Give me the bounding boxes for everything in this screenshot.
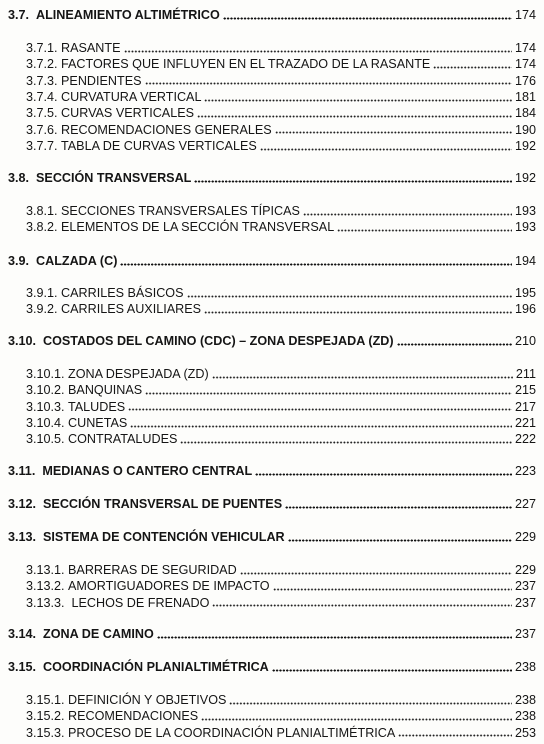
entry-number: 3.13.2.: [26, 579, 65, 594]
dot-leader: [157, 629, 512, 639]
section-entry[interactable]: [8, 332, 536, 348]
entry-number: 3.13.: [8, 530, 37, 544]
entry-number: 3.14.: [8, 627, 37, 641]
entry-label: [26, 563, 239, 577]
dot-leader: [204, 304, 512, 314]
entry-label: [26, 416, 129, 430]
entry-label: [26, 432, 179, 446]
page-number: 217: [514, 399, 536, 414]
entry-label: [26, 220, 336, 234]
dot-leader: [240, 565, 512, 575]
entry-number: 3.9.1.: [26, 286, 58, 300]
entry-title: CARRILES BÁSICOS: [61, 286, 184, 300]
page-number: 215: [514, 383, 536, 398]
section-entry[interactable]: [8, 169, 536, 185]
entry-title: SISTEMA DE CONTENCIÓN VEHICULAR: [43, 530, 285, 544]
subsection-entry[interactable]: [26, 707, 536, 723]
entry-number: 3.10.4.: [26, 416, 65, 431]
section-entry[interactable]: [8, 625, 536, 641]
page-number: 174: [514, 8, 536, 22]
subsection-entry[interactable]: [26, 137, 536, 153]
entry-number: 3.15.3.: [26, 725, 65, 740]
entry-label: [8, 8, 222, 22]
entry-number: 3.10.5.: [26, 432, 65, 447]
entry-label: [8, 627, 156, 641]
entry-title: CUNETAS: [68, 416, 128, 431]
entry-number: 3.10.: [8, 334, 37, 348]
dot-leader: [337, 222, 512, 232]
entry-label: [26, 400, 127, 414]
page-number: 181: [514, 90, 536, 105]
entry-label: [8, 464, 254, 478]
dot-leader: [145, 76, 512, 86]
entry-title: RECOMENDACIONES GENERALES: [61, 122, 272, 137]
subsection-entry[interactable]: [26, 398, 536, 414]
entry-label: [26, 286, 186, 300]
page-number: 176: [514, 73, 536, 88]
entry-label: [26, 204, 302, 218]
subsection-entry[interactable]: [26, 561, 536, 577]
page-number: 195: [514, 286, 536, 300]
subsection-entry[interactable]: [26, 121, 536, 137]
page-number: 227: [514, 497, 536, 511]
subsection-entry[interactable]: [26, 300, 536, 316]
entry-title: COSTADOS DEL CAMINO (CDC) – ZONA DESPEJADA (ZD): [43, 334, 394, 348]
subsection-entry[interactable]: [26, 55, 536, 71]
entry-number: 3.7.4.: [26, 90, 58, 105]
entry-title: AMORTIGUADORES DE IMPACTO: [68, 579, 270, 594]
entry-label: [26, 302, 203, 316]
section-entry[interactable]: [8, 528, 536, 544]
entry-label: [26, 579, 272, 593]
entry-number: 3.10.2.: [26, 383, 65, 398]
entry-label: [26, 106, 196, 120]
subsection-entry[interactable]: [26, 72, 536, 88]
entry-title: MEDIANAS O CANTERO CENTRAL: [42, 464, 253, 478]
entry-title: SECCIÓN TRANSVERSAL DE PUENTES: [43, 497, 283, 511]
entry-number: 3.15.1.: [26, 693, 65, 707]
entry-title: ELEMENTOS DE LA SECCIÓN TRANSVERSAL: [61, 220, 335, 235]
entry-number: 3.9.: [8, 254, 30, 268]
entry-number: 3.13.1.: [26, 563, 65, 577]
entry-label: [8, 530, 287, 544]
entry-label: [8, 334, 396, 348]
subsection-entry[interactable]: [26, 577, 536, 593]
entry-label: [26, 383, 144, 397]
page-number: 174: [514, 41, 536, 55]
entry-number: 3.7.1.: [26, 41, 58, 55]
dot-leader: [223, 10, 512, 20]
entry-label: [26, 74, 144, 88]
page-number: 222: [514, 432, 536, 447]
dot-leader: [128, 402, 512, 412]
page-number: 221: [514, 416, 536, 431]
dot-leader: [204, 92, 512, 102]
entry-title: ALINEAMIENTO ALTIMÉTRICO: [36, 8, 220, 22]
section-entry[interactable]: [8, 252, 536, 268]
entry-number: 3.7.6.: [26, 122, 58, 137]
page-number: 194: [514, 254, 536, 268]
dot-leader: [130, 418, 512, 428]
page-number: 196: [514, 302, 536, 317]
entry-title: PENDIENTES: [61, 73, 142, 88]
page-number: 210: [514, 334, 536, 348]
subsection-entry[interactable]: [26, 365, 536, 381]
entry-label: [26, 57, 432, 71]
page-number: 184: [514, 106, 536, 121]
entry-label: [26, 709, 200, 723]
entry-number: 3.8.2.: [26, 220, 58, 235]
entry-number: 3.8.: [8, 171, 30, 185]
entry-label: [26, 693, 228, 707]
entry-label: [26, 41, 123, 55]
entry-title: CURVATURA VERTICAL: [61, 90, 202, 105]
entry-label: [8, 254, 119, 268]
entry-title: RECOMENDACIONES: [68, 709, 199, 724]
dot-leader: [229, 695, 512, 705]
page-number: 237: [514, 579, 536, 594]
dot-leader: [212, 369, 513, 379]
subsection-entry[interactable]: [26, 430, 536, 446]
page-number: 229: [514, 530, 536, 544]
page-number: 238: [514, 693, 536, 707]
entry-number: 3.7.3.: [26, 73, 58, 88]
subsection-entry[interactable]: [26, 39, 536, 55]
dot-leader: [187, 288, 512, 298]
page-number: 237: [514, 627, 536, 641]
entry-label: [26, 139, 259, 153]
subsection-entry[interactable]: [26, 594, 536, 610]
dot-leader: [272, 662, 512, 672]
dot-leader: [433, 59, 512, 69]
page-number: 229: [514, 563, 536, 577]
page-number: 237: [514, 595, 536, 610]
dot-leader: [212, 598, 512, 608]
section-entry[interactable]: [8, 658, 536, 674]
dot-leader: [285, 499, 512, 509]
page-number: 192: [514, 171, 536, 185]
subsection-entry[interactable]: [26, 691, 536, 707]
entry-title: RASANTE: [61, 41, 121, 55]
dot-leader: [398, 728, 512, 738]
entry-title: CARRILES AUXILIARES: [61, 302, 201, 317]
entry-title: COORDINACIÓN PLANIALTIMÉTRICA: [43, 660, 269, 674]
entry-title: TABLA DE CURVAS VERTICALES: [61, 139, 257, 154]
entry-label: [8, 497, 284, 511]
entry-title: CURVAS VERTICALES: [61, 106, 194, 121]
entry-label: [26, 596, 211, 610]
dot-leader: [197, 108, 512, 118]
entry-number: 3.10.1.: [26, 367, 65, 381]
entry-label: [26, 726, 397, 740]
page-number: 192: [514, 139, 536, 154]
entry-number: 3.7.2.: [26, 57, 58, 72]
page-number: 193: [514, 220, 536, 235]
subsection-entry[interactable]: [26, 104, 536, 120]
entry-number: 3.13.3.: [26, 595, 65, 610]
entry-title: DEFINICIÓN Y OBJETIVOS: [68, 693, 227, 707]
section-entry[interactable]: [8, 6, 536, 22]
entry-title: CONTRATALUDES: [68, 432, 178, 447]
page-number: 193: [514, 204, 536, 218]
entry-title: SECCIÓN TRANSVERSAL: [36, 171, 192, 185]
subsection-entry[interactable]: [26, 202, 536, 218]
section-entry[interactable]: [8, 495, 536, 511]
subsection-entry[interactable]: [26, 284, 536, 300]
entry-number: 3.7.: [8, 8, 30, 22]
dot-leader: [273, 581, 512, 591]
dot-leader: [180, 434, 512, 444]
entry-label: [8, 660, 271, 674]
dot-leader: [303, 206, 512, 216]
entry-title: ZONA DE CAMINO: [43, 627, 154, 641]
entry-number: 3.9.2.: [26, 302, 58, 317]
entry-number: 3.15.2.: [26, 709, 65, 724]
page-number: 211: [515, 367, 536, 381]
entry-number: 3.15.: [8, 660, 37, 674]
dot-leader: [201, 711, 512, 721]
entry-label: [8, 171, 193, 185]
entry-number: 3.8.1.: [26, 204, 58, 218]
page-number: 190: [514, 122, 536, 137]
dot-leader: [145, 385, 512, 395]
entry-number: 3.7.5.: [26, 106, 58, 121]
dot-leader: [255, 466, 512, 476]
entry-title: BARRERAS DE SEGURIDAD: [68, 563, 237, 577]
entry-title: TALUDES: [68, 399, 126, 414]
entry-title: LECHOS DE FRENADO: [68, 595, 210, 610]
subsection-entry[interactable]: [26, 88, 536, 104]
entry-number: 3.7.7.: [26, 139, 58, 154]
page-number: 223: [514, 464, 536, 478]
dot-leader: [275, 125, 512, 135]
dot-leader: [260, 141, 512, 151]
subsection-entry[interactable]: [26, 414, 536, 430]
subsection-entry[interactable]: [26, 381, 536, 397]
entry-label: [26, 367, 211, 381]
page-number: 253: [514, 725, 536, 740]
dot-leader: [124, 43, 512, 53]
entry-label: [26, 123, 274, 137]
entry-title: FACTORES QUE INFLUYEN EN EL TRAZADO DE LA RASANTE: [61, 57, 431, 72]
page-number: 238: [514, 660, 536, 674]
dot-leader: [288, 532, 512, 542]
entry-label: [26, 90, 203, 104]
page-number: 174: [514, 57, 536, 72]
dot-leader: [120, 256, 512, 266]
entry-title: BANQUINAS: [68, 383, 143, 398]
dot-leader: [397, 336, 512, 346]
entry-title: CALZADA (C): [36, 254, 118, 268]
entry-title: SECCIONES TRANSVERSALES TÍPICAS: [61, 204, 300, 218]
section-entry[interactable]: [8, 462, 536, 478]
subsection-entry[interactable]: [26, 724, 536, 740]
entry-title: ZONA DESPEJADA (ZD): [68, 367, 209, 381]
entry-number: 3.12.: [8, 497, 37, 511]
entry-title: PROCESO DE LA COORDINACIÓN PLANIALTIMÉTRICA: [68, 725, 396, 740]
subsection-entry[interactable]: [26, 218, 536, 234]
page-number: 238: [514, 709, 536, 724]
entry-number: 3.11.: [8, 464, 36, 478]
entry-number: 3.10.3.: [26, 399, 65, 414]
dot-leader: [194, 173, 512, 183]
